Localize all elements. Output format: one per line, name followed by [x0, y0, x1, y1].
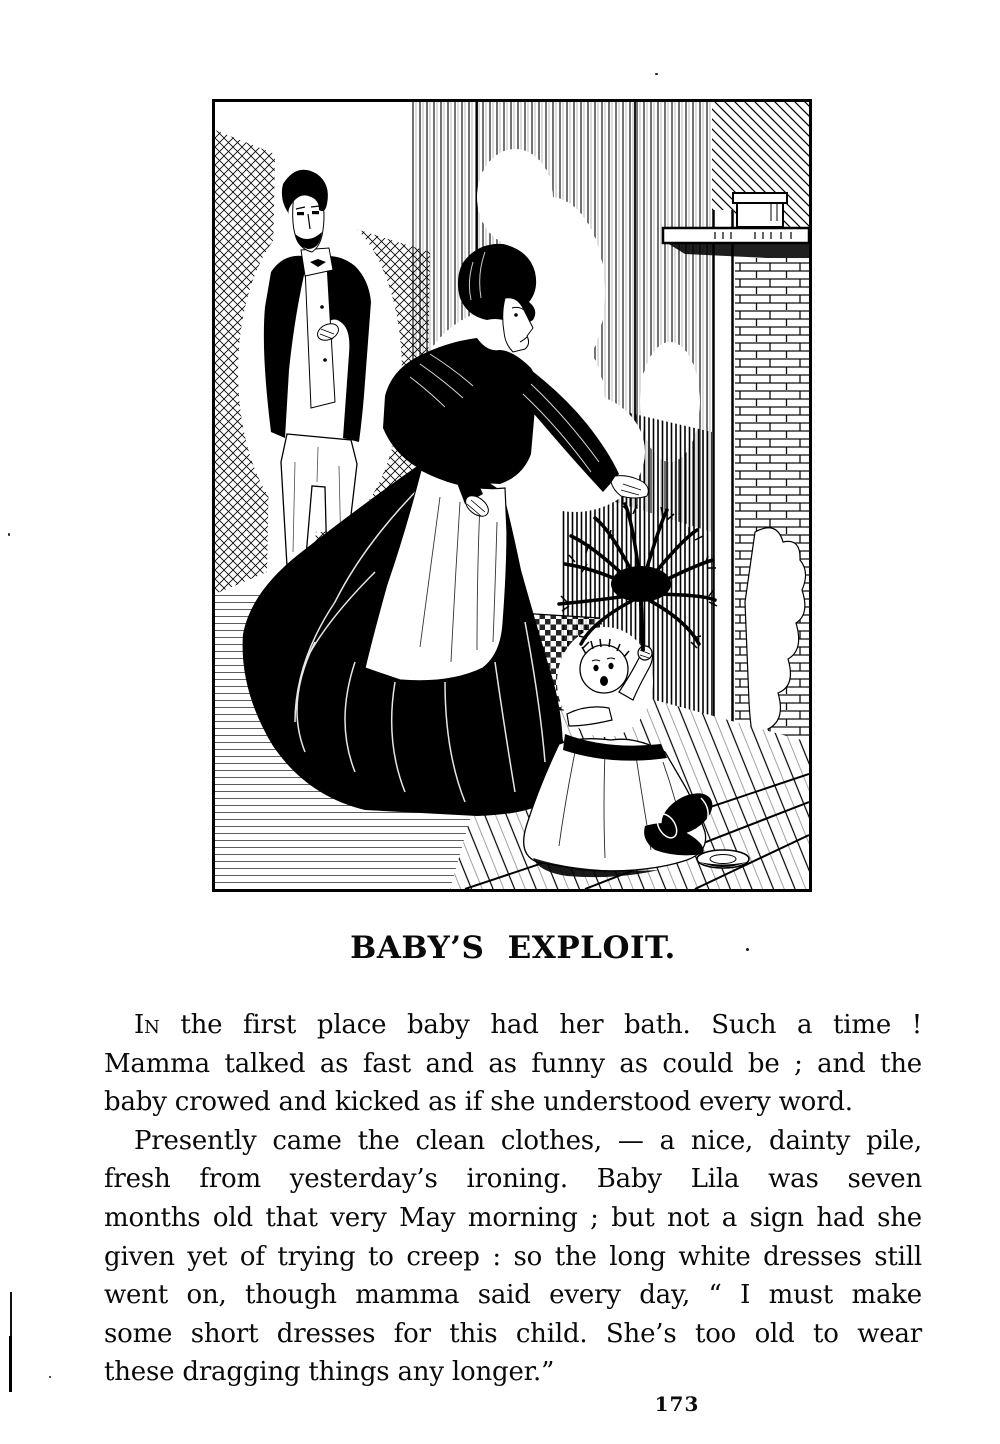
paragraph-line: fresh from yesterday’s ironing. Baby Lila was seven [104, 1164, 922, 1195]
paragraph-line: baby crowed and kicked as if she understood every word. [104, 1087, 853, 1118]
paragraph-line: given yet of trying to creep : so the long white dresses still [104, 1241, 922, 1272]
story-illustration [212, 99, 812, 892]
lead-capital: I [134, 1010, 145, 1040]
scan-artifact [9, 1336, 12, 1392]
paragraph-line: months old that very May morning ; but not a sign had she [104, 1202, 922, 1233]
paragraph-line: these dragging things any longer.” [104, 1357, 555, 1388]
story-title: BABY’S EXPLOIT. [350, 930, 676, 966]
story-text [104, 1006, 922, 1392]
lead-smallcap: n [144, 1010, 160, 1040]
scan-artifact [655, 73, 658, 75]
paragraph-line: Presently came the clean clothes, — a nice, dainty pile, [134, 1125, 922, 1156]
paragraph-line: went on, though mamma said every day, “ I must make [104, 1280, 922, 1311]
page-number: 173 [654, 1392, 700, 1416]
paragraph-line: In the first place baby had her bath. Such a time ! [134, 1010, 922, 1040]
scan-artifact [49, 1376, 51, 1378]
paragraph-line: Mamma talked as fast and as funny as could be ; and the [104, 1048, 922, 1079]
scan-artifact [8, 533, 10, 536]
scan-artifact [746, 948, 749, 951]
paragraph-line: some short dresses for this child. She’s too old to wear [104, 1318, 922, 1349]
